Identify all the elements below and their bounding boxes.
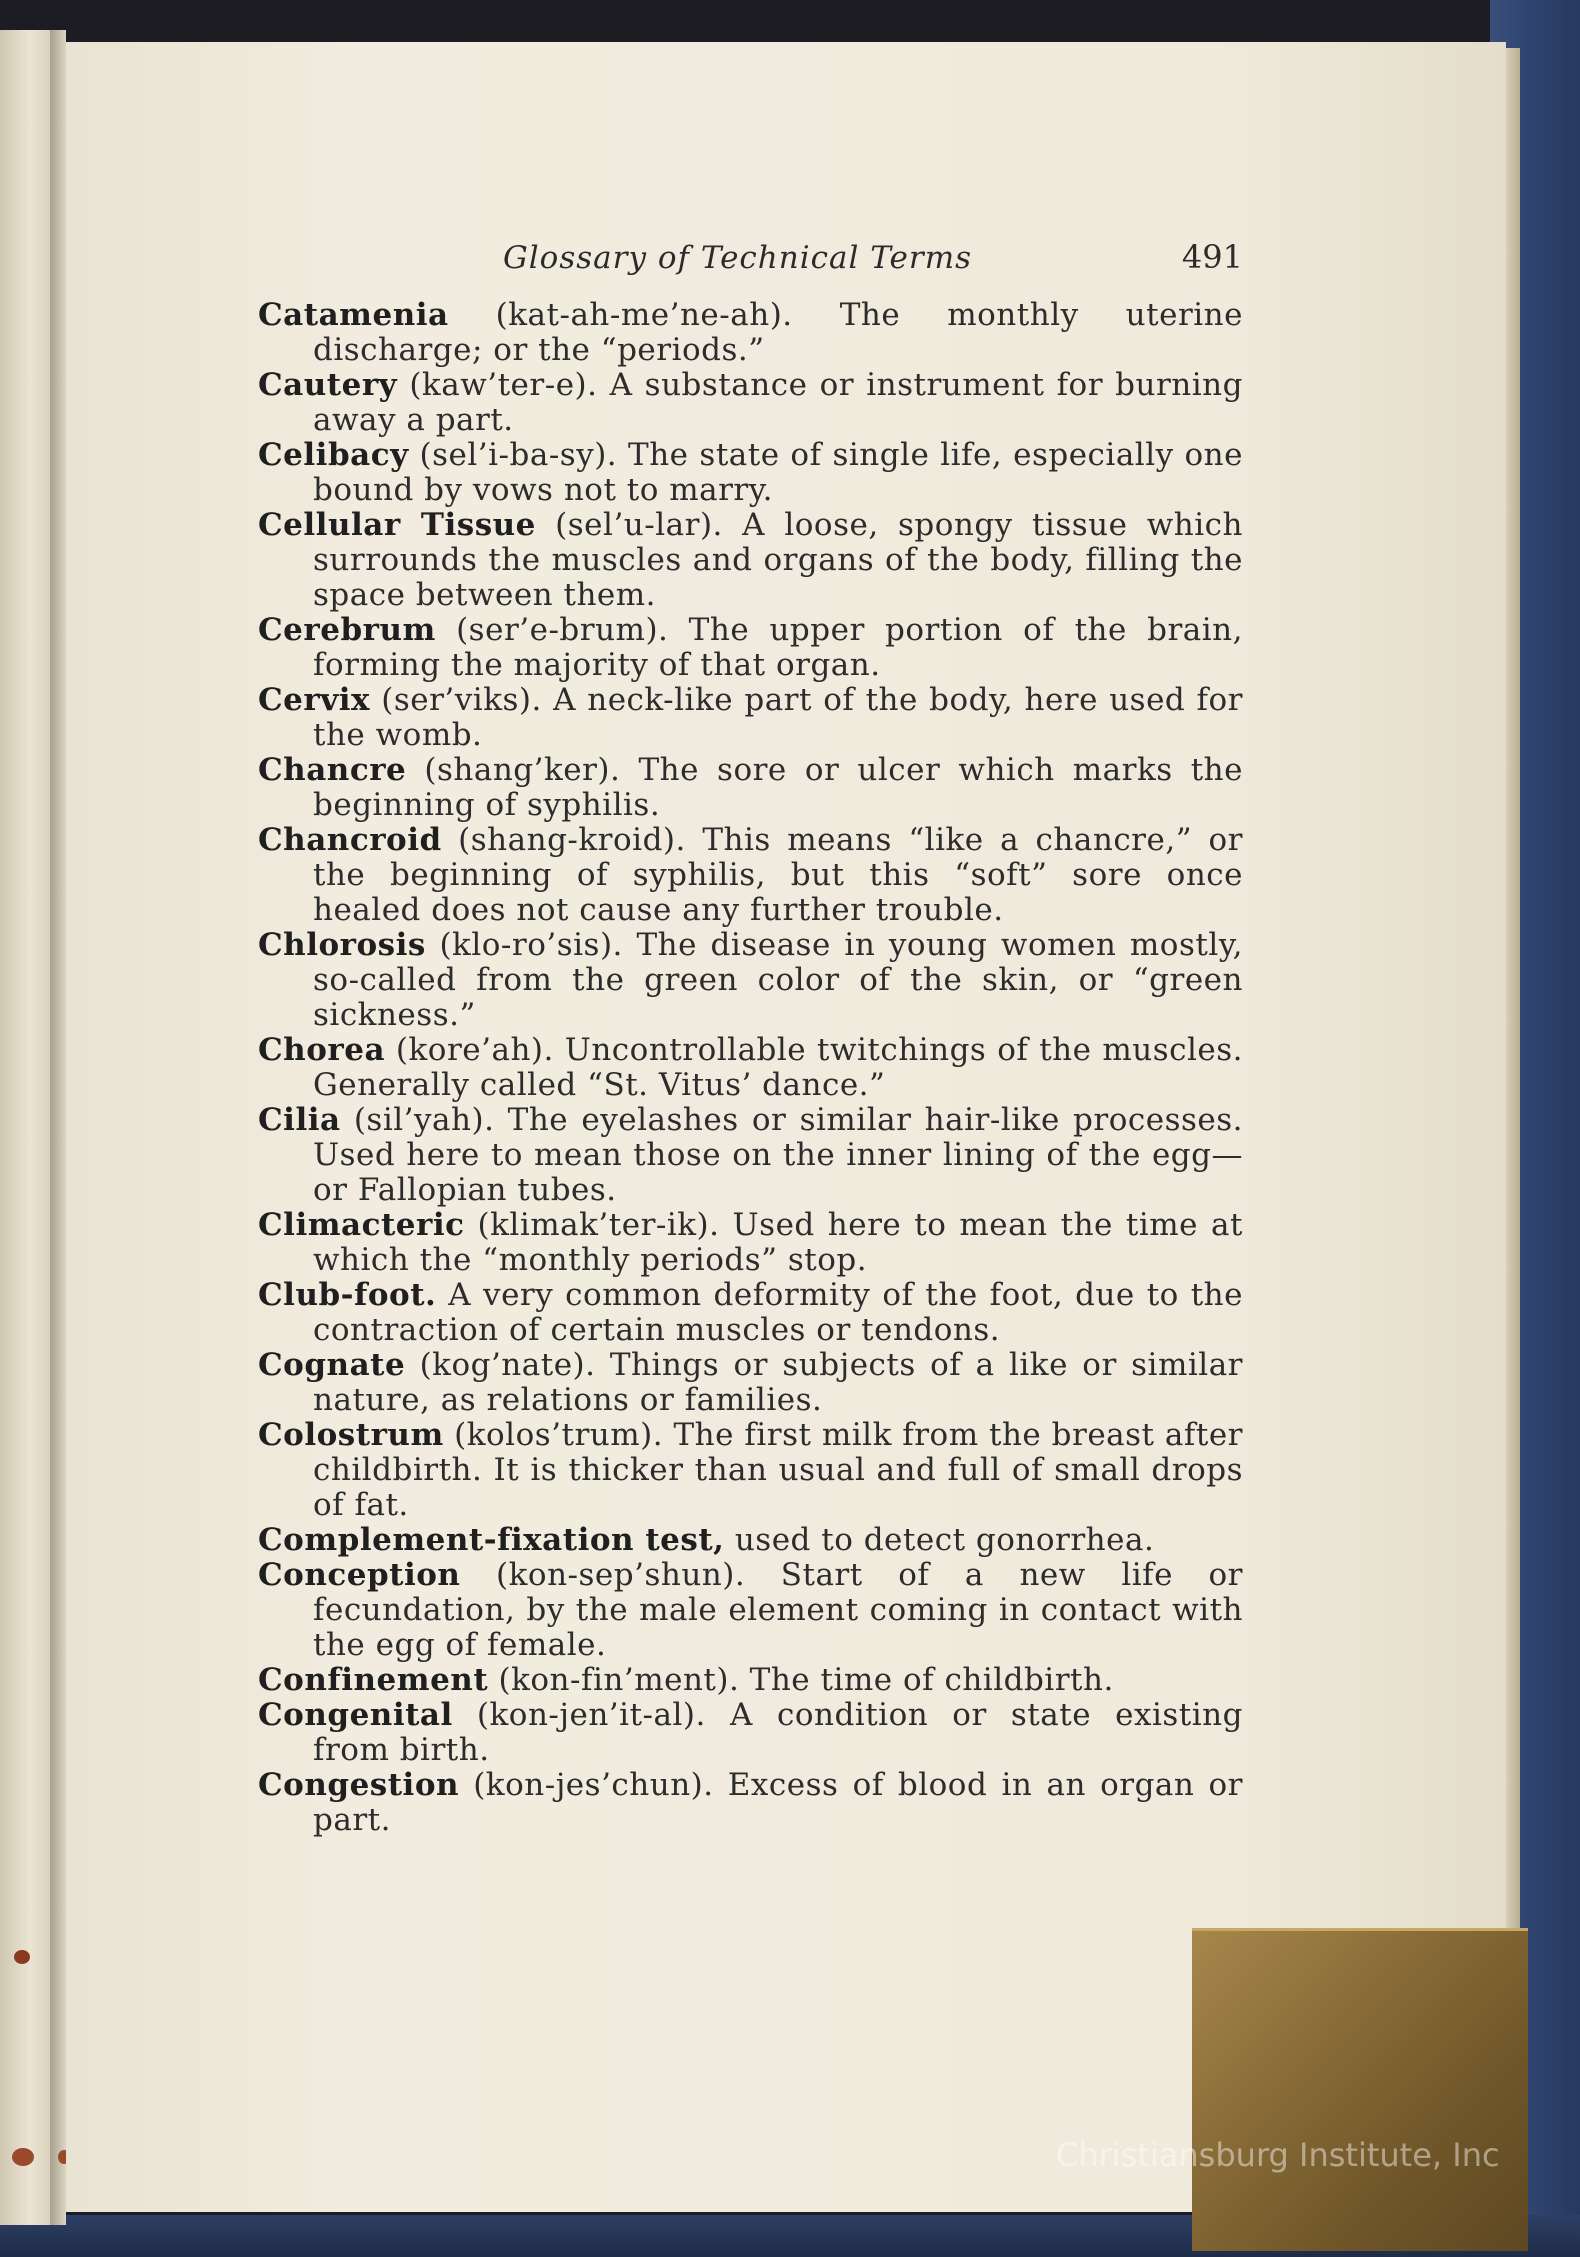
- glossary-term: Climacteric: [258, 1207, 465, 1243]
- glossary-entry: [258, 683, 1243, 753]
- glossary-entry: [258, 368, 1243, 438]
- glossary-definition: used to detect gonorrhea.: [724, 1522, 1155, 1558]
- glossary-definition: (kolos’trum). The first milk from the breast after childbirth. It is thicker than usual and full of small drops of fat.: [313, 1417, 1243, 1523]
- glossary-definition: (shang-kroid). This means “like a chancre,” or the beginning of syphilis, but this “soft” sore once healed does not cause any further trouble.: [313, 822, 1243, 928]
- glossary-entry: [258, 823, 1243, 928]
- glossary-term: Celibacy: [258, 437, 409, 473]
- glossary-entry: [258, 298, 1243, 368]
- glossary-term: Catamenia: [258, 297, 449, 333]
- glossary-definition: (kon-fin’ment). The time of childbirth.: [488, 1662, 1114, 1698]
- glossary-definition: (kon-jen’it-al). A condition or state existing from birth.: [313, 1697, 1243, 1768]
- glossary-term: Chancre: [258, 752, 407, 788]
- glossary-definition: (ser’viks). A neck-like part of the body, here used for the womb.: [313, 682, 1243, 753]
- glossary-entry: [258, 928, 1243, 1033]
- page-number: 491: [1181, 238, 1243, 276]
- glossary-term: Cervix: [258, 682, 370, 718]
- watermark: Christiansburg Institute, Inc: [1056, 2136, 1500, 2174]
- glossary-entry: [258, 438, 1243, 508]
- glossary-term: Chancroid: [258, 822, 442, 858]
- glossary-definition: (kog’nate). Things or subjects of a like or similar nature, as relations or families.: [313, 1347, 1243, 1418]
- stain-mark: [12, 2148, 34, 2166]
- glossary-definition: (kat-ah-me’ne-ah). The monthly uterine discharge; or the “periods.”: [313, 297, 1243, 368]
- glossary-term: Cognate: [258, 1347, 406, 1383]
- glossary-term: Confinement: [258, 1662, 489, 1698]
- glossary-definition: (kaw’ter-e). A substance or instrument for burning away a part.: [313, 367, 1243, 438]
- glossary-term: Chlorosis: [258, 927, 426, 963]
- glossary-definition: (klimak’ter-ik). Used here to mean the time at which the “monthly periods” stop.: [313, 1207, 1243, 1278]
- glossary-entry: [258, 1348, 1243, 1418]
- glossary-definition: (sel’i-ba-sy). The state of single life, especially one bound by vows not to marry.: [313, 437, 1243, 508]
- glossary-term: Cerebrum: [258, 612, 436, 648]
- glossary-entry: [258, 1663, 1243, 1698]
- glossary-entry: [258, 753, 1243, 823]
- left-page-edge: [0, 30, 50, 2225]
- glossary-entry: [258, 1698, 1243, 1768]
- glossary-entry: [258, 1103, 1243, 1208]
- running-title: Glossary of Technical Terms: [503, 240, 972, 276]
- glossary-entry: [258, 1523, 1243, 1558]
- glossary-definition: (klo-ro’sis). The disease in young women mostly, so-called from the green color of the skin, or “green sickness.”: [313, 927, 1243, 1033]
- glossary-definition: A very common deformity of the foot, due to the contraction of certain muscles or tendons.: [313, 1277, 1243, 1348]
- glossary-definition: (shang’ker). The sore or ulcer which marks the beginning of syphilis.: [313, 752, 1243, 823]
- glossary-definition: (ser’e-brum). The upper portion of the brain, forming the majority of that organ.: [313, 612, 1243, 683]
- glossary-term: Colostrum: [258, 1417, 444, 1453]
- glossary-entry: [258, 613, 1243, 683]
- glossary-definition: (sel’u-lar). A loose, spongy tissue which surrounds the muscles and organs of the body, filling the space between them.: [313, 507, 1243, 613]
- glossary-entry: [258, 1278, 1243, 1348]
- page-header: [258, 232, 1243, 282]
- glossary-term: Conception: [258, 1557, 461, 1593]
- page-gutter: [50, 30, 66, 2225]
- glossary-entry: [258, 1558, 1243, 1663]
- glossary-term: Club-foot.: [258, 1277, 437, 1313]
- glossary-entry: [258, 1418, 1243, 1523]
- glossary-term: Cautery: [258, 367, 398, 403]
- glossary-term: Congestion: [258, 1767, 460, 1803]
- glossary-entry: [258, 508, 1243, 613]
- glossary-definition: (kore’ah). Uncontrollable twitchings of the muscles. Generally called “St. Vitus’ dance.”: [313, 1032, 1243, 1103]
- glossary-term: Chorea: [258, 1032, 386, 1068]
- glossary-entry: [258, 1208, 1243, 1278]
- glossary-entry: [258, 1033, 1243, 1103]
- glossary-term: Complement-fixation test,: [258, 1522, 725, 1558]
- glossary-definition: (kon-sep’shun). Start of a new life or fecundation, by the male element coming in contact with the egg of female.: [313, 1557, 1243, 1663]
- brass-corner-tab: [1192, 1928, 1528, 2251]
- glossary-entries: [258, 298, 1243, 1838]
- page-edge: [1506, 48, 1520, 2213]
- glossary-term: Cellular Tissue: [258, 507, 536, 543]
- stain-mark: [14, 1950, 30, 1964]
- glossary-definition: (sil’yah). The eyelashes or similar hair-like processes. Used here to mean those on the inner lining of the egg—or Fallopian tubes.: [313, 1102, 1243, 1208]
- glossary-term: Congenital: [258, 1697, 453, 1733]
- glossary-definition: (kon-jes’chun). Excess of blood in an organ or part.: [313, 1767, 1243, 1838]
- glossary-entry: [258, 1768, 1243, 1838]
- glossary-term: Cilia: [258, 1102, 341, 1138]
